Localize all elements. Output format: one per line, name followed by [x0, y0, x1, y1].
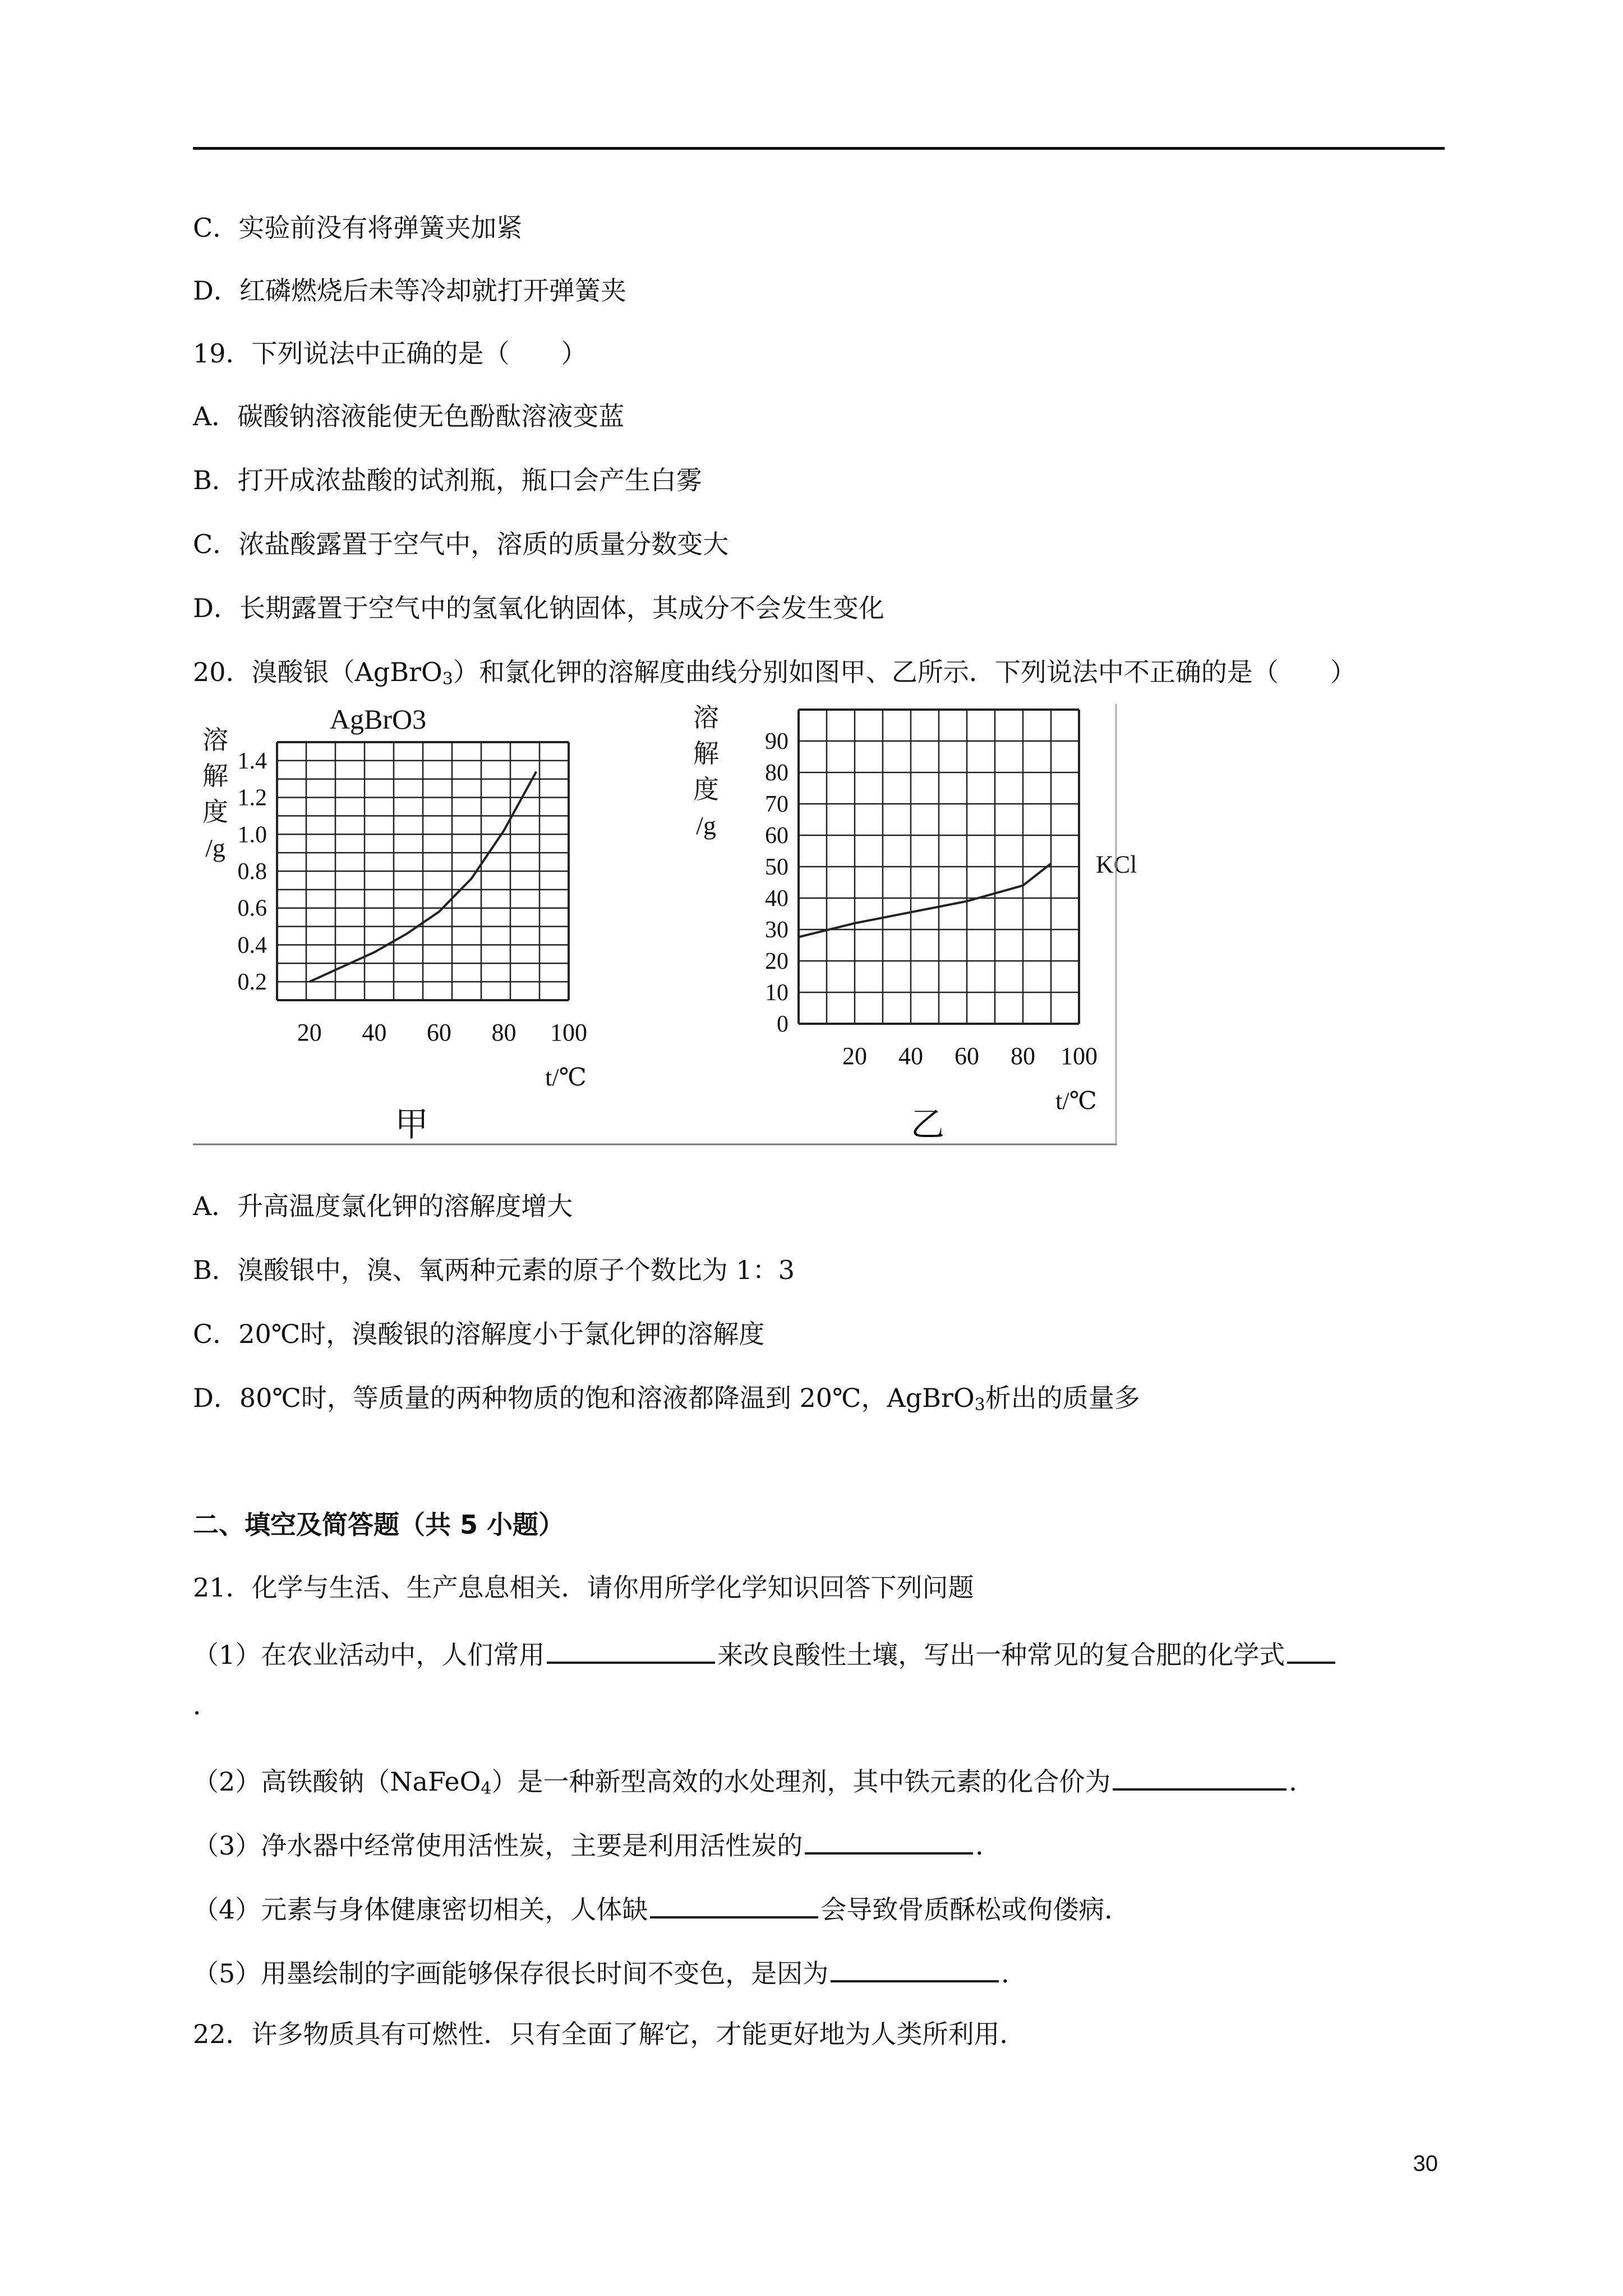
- y-tick-label: 40: [765, 886, 789, 912]
- q20-option-d-pre: D．80℃时，等质量的两种物质的饱和溶液都降温到 20℃，AgBrO: [193, 1383, 975, 1413]
- solubility-charts-svg: [193, 703, 1137, 1147]
- answer-blank[interactable]: [1287, 1635, 1335, 1664]
- x-axis-label: t/℃: [545, 1064, 587, 1091]
- y-axis-label-char: 度: [202, 798, 228, 826]
- solubility-figure: [193, 703, 1137, 1147]
- y-tick-label: 10: [765, 980, 789, 1006]
- q21-part1-text-a: （1）在农业活动中，人们常用: [193, 1640, 545, 1670]
- q21-part5: [193, 1953, 1027, 1990]
- y-tick-label: 30: [765, 917, 789, 943]
- y-tick-label: 1.4: [237, 748, 267, 774]
- q20-stem: [193, 655, 1356, 696]
- subscript-3: 3: [442, 669, 453, 689]
- answer-blank[interactable]: [831, 1953, 999, 1982]
- x-tick-label: 100: [550, 1019, 587, 1046]
- x-tick-label: 60: [955, 1042, 979, 1070]
- x-tick-label: 20: [842, 1042, 867, 1070]
- q21-part2-text-b: ）是一种新型高效的水处理剂，其中铁元素的化合价为: [491, 1766, 1111, 1797]
- x-tick-label: 100: [1061, 1042, 1098, 1070]
- q21-part4-text-b: 会导致骨质酥松或佝偻病．: [820, 1894, 1131, 1925]
- q21-stem: 21．化学与生活、生产息息相关．请你用所学化学知识回答下列问题: [193, 1572, 974, 1603]
- chart-caption: 乙: [911, 1106, 944, 1143]
- q20-option-c: C．20℃时，溴酸银的溶解度小于氯化钾的溶解度: [193, 1319, 765, 1349]
- q20-option-d-post: 析出的质量多: [985, 1383, 1140, 1413]
- y-axis-label-char: 溶: [693, 703, 719, 732]
- y-tick-label: 1.2: [237, 785, 267, 811]
- q19-option-d: D．长期露置于空气中的氢氧化钠固体，其成分不会发生变化: [193, 593, 884, 623]
- subscript-4: 4: [481, 1779, 492, 1798]
- y-tick-label: 0.6: [237, 895, 267, 922]
- y-tick-label: 20: [765, 949, 789, 974]
- y-tick-label: 60: [765, 823, 789, 849]
- page-number: 30: [1413, 2151, 1438, 2176]
- x-tick-label: 80: [1011, 1042, 1035, 1070]
- q19-option-c: C．浓盐酸露置于空气中，溶质的质量分数变大: [193, 529, 729, 559]
- y-tick-label: 0.8: [237, 859, 267, 885]
- q21-part2-text-a: （2）高铁酸钠（NaFeO: [193, 1766, 481, 1797]
- answer-blank[interactable]: [805, 1825, 973, 1855]
- q21-part2: [193, 1761, 1315, 1806]
- series-line: [799, 863, 1051, 937]
- q21-part2-end: ．: [1289, 1766, 1315, 1797]
- section-heading: 二、填空及简答题（共 5 小题）: [193, 1510, 565, 1540]
- chart-caption: 甲: [395, 1106, 428, 1143]
- q22-stem: 22．许多物质具有可燃性．只有全面了解它，才能更好地为人类所利用．: [193, 2019, 1026, 2049]
- q21-part1-text-b: 来改良酸性土壤，写出一种常见的复合肥的化学式: [717, 1640, 1285, 1670]
- x-tick-label: 60: [426, 1019, 451, 1046]
- chart-title: AgBrO3: [329, 703, 427, 735]
- q21-part1-end: ．: [193, 1690, 219, 1720]
- y-axis-label-char: /g: [205, 834, 225, 862]
- q21-part5-end: ．: [1001, 1958, 1027, 1989]
- q20-option-a: A．升高温度氯化钾的溶解度增大: [193, 1191, 573, 1221]
- answer-blank[interactable]: [1113, 1761, 1287, 1791]
- x-tick-label: 20: [297, 1019, 322, 1046]
- answer-blank[interactable]: [650, 1889, 818, 1918]
- q18-option-d: D．红磷燃烧后未等冷却就打开弹簧夹: [193, 275, 626, 306]
- y-tick-label: 0: [777, 1011, 789, 1037]
- q20-stem-pre: 20．溴酸银（AgBrO: [193, 657, 442, 687]
- q20-option-b: B．溴酸银中，溴、氧两种元素的原子个数比为 1：3: [193, 1255, 795, 1285]
- chart-kcl: [693, 703, 1137, 1143]
- y-tick-label: 80: [765, 760, 789, 786]
- x-tick-label: 80: [491, 1019, 517, 1046]
- y-tick-label: 0.4: [237, 932, 267, 959]
- y-tick-label: 70: [765, 792, 789, 817]
- y-tick-label: 50: [765, 854, 789, 880]
- x-axis-label: t/℃: [1055, 1087, 1097, 1115]
- q21-part3: [193, 1825, 1001, 1862]
- subscript-3: 3: [974, 1395, 985, 1415]
- header-rule: [193, 147, 1445, 150]
- q21-part3-end: ．: [975, 1830, 1002, 1861]
- chart-agbro3: [202, 703, 587, 1143]
- q18-option-c: C．实验前没有将弹簧夹加紧: [193, 213, 523, 243]
- q21-part5-text: （5）用墨绘制的字画能够保存很长时间不变色，是因为: [193, 1958, 829, 1989]
- q21-part3-text: （3）净水器中经常使用活性炭，主要是利用活性炭的: [193, 1830, 803, 1861]
- y-axis-label-char: /g: [696, 811, 716, 840]
- q21-part4: [193, 1889, 1130, 1926]
- q21-part1: [193, 1635, 1338, 1672]
- q21-part4-text-a: （4）元素与身体健康密切相关，人体缺: [193, 1894, 648, 1925]
- y-axis-label-char: 度: [693, 775, 719, 804]
- y-axis-label-char: 解: [202, 762, 228, 790]
- q20-stem-post: ）和氯化钾的溶解度曲线分别如图甲、乙所示．下列说法中不正确的是（ ）: [453, 657, 1356, 687]
- y-tick-label: 0.2: [237, 969, 267, 996]
- q19-option-a: A．碳酸钠溶液能使无色酚酞溶液变蓝: [193, 401, 625, 431]
- y-axis-label-char: 解: [693, 739, 719, 768]
- y-axis-label-char: 溶: [202, 726, 228, 754]
- q20-option-d: [193, 1381, 1140, 1422]
- q19-option-b: B．打开成浓盐酸的试剂瓶，瓶口会产生白雾: [193, 465, 702, 495]
- y-tick-label: 1.0: [237, 822, 267, 848]
- q19-stem: 19．下列说法中正确的是（ ）: [193, 338, 587, 369]
- x-tick-label: 40: [898, 1042, 923, 1070]
- x-tick-label: 40: [362, 1019, 387, 1046]
- answer-blank[interactable]: [547, 1635, 715, 1664]
- series-label: KCl: [1096, 850, 1137, 878]
- y-tick-label: 90: [765, 729, 789, 754]
